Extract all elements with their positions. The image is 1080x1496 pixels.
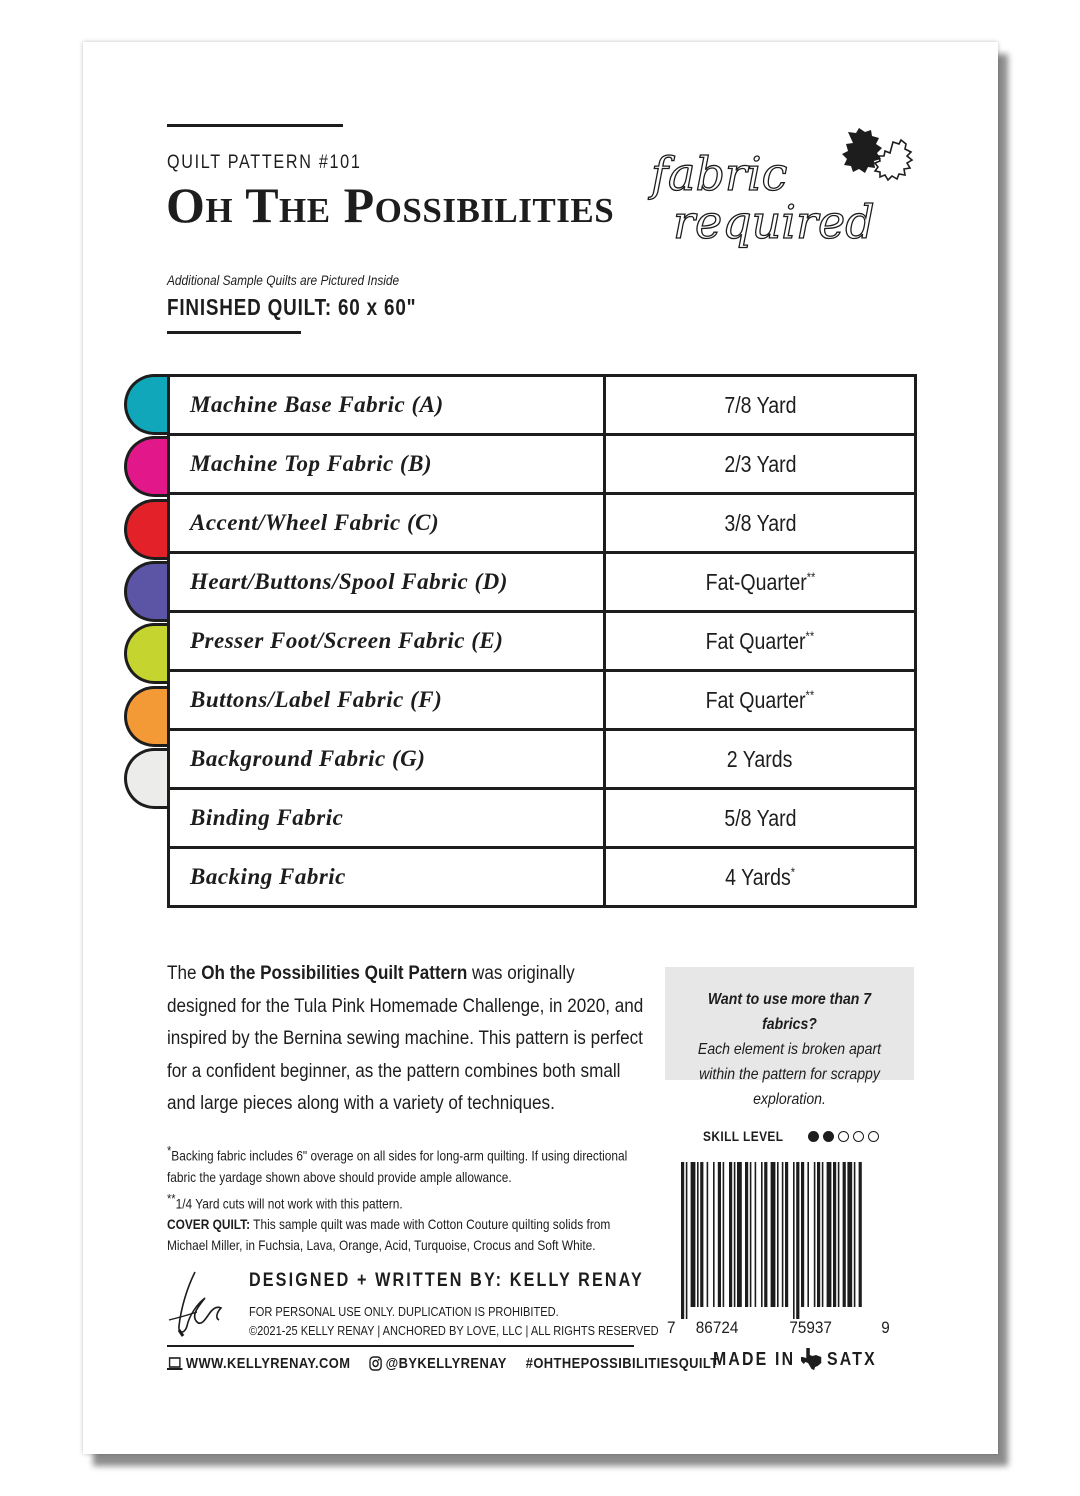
website-link[interactable]: WWW.KELLYRENAY.COM [185,1355,351,1372]
barcode-bar [807,1162,809,1307]
skill-dot [823,1131,834,1142]
cover-quilt-note: COVER QUILT: This sample quilt was made with Cotton Couture quilting solids from Michael Miller, in Fuchsia, Lava, Orange, Acid, Turquoise, Crocus and Soft White. [167,1216,611,1253]
table-row [169,730,916,789]
fabric-amount: 2 Yards [605,730,916,789]
table-row [169,789,916,848]
hashtag-link[interactable]: #OHTHEPOSSIBILITIESQUILT [525,1355,719,1372]
barcode-digit-group: 7 [667,1318,676,1337]
logo-text-fabric: fabric [651,147,788,201]
skill-level: SKILL LEVEL [703,1128,879,1144]
texas-icon [801,1348,822,1370]
barcode-bar [745,1162,748,1307]
skill-level-dots [808,1131,879,1142]
barcode-bar [737,1162,742,1307]
color-tab-g [124,748,168,809]
fabric-name: Buttons/Label Fabric (F) [169,671,605,730]
barcode-bar [817,1162,820,1307]
barcode-bar [777,1162,779,1307]
fabric-amount: Fat Quarter** [605,612,916,671]
barcode-digit-group: 75937 [789,1318,832,1337]
more-fabrics-callout [665,967,914,1108]
fabric-name: Background Fabric (G) [169,730,605,789]
table-row [169,376,916,435]
callout-text: Each element is broken apart within the pattern for scrappy exploration. [697,1041,882,1108]
barcode-bar [734,1162,736,1307]
barcode-bar [713,1162,715,1307]
color-tab-b [124,436,168,497]
fabric-amount: Fat-Quarter** [605,553,916,612]
fabric-swatch-outline-icon [875,140,912,180]
finished-quilt-size: FINISHED QUILT: 60 x 60" [167,294,417,320]
barcode-bar [718,1162,721,1307]
barcode-bar [785,1162,788,1307]
barcode-bar [827,1162,832,1307]
barcode-bar [822,1162,824,1307]
kr-signature-icon [167,1268,229,1340]
barcode-bar [723,1162,725,1307]
logo-text-required: required [673,195,875,249]
pattern-back-cover [83,42,998,1454]
instagram-link[interactable]: @BYKELLYRENAY [385,1355,507,1372]
barcode-bar [838,1162,840,1307]
barcode-bar [859,1162,862,1307]
pattern-title: Oh The Possibilities [166,177,615,233]
fabric-requirements-table [167,374,917,908]
barcode-bar [833,1162,836,1307]
quarter-yard-footnote: **1/4 Yard cuts will not work with this pattern. [167,1190,403,1212]
pattern-name: Oh the Possibilities Quilt Pattern [201,963,468,984]
table-row [169,612,916,671]
barcode-bar [847,1162,852,1307]
sample-quilts-note: Additional Sample Quilts are Pictured Inside [167,272,400,288]
barcode-bar [814,1162,816,1307]
subtitle-rule [167,331,301,334]
barcode-bar [750,1162,752,1307]
callout-question: Want to use more than 7 fabrics? [707,991,872,1033]
fabric-amount: 2/3 Yard [605,435,916,494]
barcode-bar [691,1162,696,1307]
fabric-amount: 5/8 Yard [605,789,916,848]
barcode-bar [843,1162,846,1307]
pattern-number: QUILT PATTERN #101 [167,152,362,173]
barcode-bar [793,1162,795,1319]
barcode-bar [707,1162,709,1307]
fabric-amount: 4 Yards* [605,848,916,907]
table-row [169,553,916,612]
barcode-bar [697,1162,699,1307]
barcode-bar [681,1162,684,1319]
backing-footnote: *Backing fabric includes 6" overage on all sides for long-arm quilting. If using directional fabric the yardage shown above should provide ample allowance. [167,1143,628,1185]
barcode-bar [854,1162,856,1307]
skill-dot [853,1131,864,1142]
barcode [681,1162,911,1319]
table-row [169,494,916,553]
fabric-name: Machine Base Fabric (A) [169,376,605,435]
skill-dot [808,1131,819,1142]
fabric-amount: 7/8 Yard [605,376,916,435]
fabric-name: Backing Fabric [169,848,605,907]
fabric-name: Heart/Buttons/Spool Fabric (D) [169,553,605,612]
top-rule [167,124,343,127]
fabric-swatch-icon [842,128,882,173]
table-row [169,671,916,730]
barcode-bar [771,1162,776,1307]
barcode-bar [729,1162,732,1307]
fabric-name: Accent/Wheel Fabric (C) [169,494,605,553]
color-tab-a [124,374,168,435]
footnotes [167,1140,643,1214]
fabric-name: Binding Fabric [169,789,605,848]
footer-links [167,1355,719,1372]
barcode-digit-group: 86724 [695,1318,739,1337]
fabric-name: Machine Top Fabric (B) [169,435,605,494]
made-in-satx: MADE IN SATX [713,1348,877,1369]
laptop-icon [167,1357,182,1371]
barcode-bar [700,1162,703,1307]
footer-rule [167,1345,634,1347]
barcode-bar [761,1162,763,1307]
barcode-bar [796,1162,799,1319]
skill-dot [838,1131,849,1142]
fabric-amount: Fat Quarter** [605,671,916,730]
color-tab-d [124,561,168,622]
fabric-name: Presser Foot/Screen Fabric (E) [169,612,605,671]
instagram-icon [369,1356,382,1371]
color-tab-e [124,623,168,684]
fabric-amount: 3/8 Yard [605,494,916,553]
designed-by: DESIGNED + WRITTEN BY: KELLY RENAY [249,1270,644,1291]
fabric-required-logo [643,120,923,260]
table-row [169,435,916,494]
barcode-bar [764,1162,767,1307]
table-row [169,848,916,907]
barcode-digit-group: 9 [881,1318,890,1337]
color-tab-c [124,499,168,560]
barcode-bar [801,1162,804,1307]
barcode-bar [782,1162,784,1307]
color-tab-f [124,686,168,747]
pattern-description: The Oh the Possibilities Quilt Pattern was originally designed for the Tula Pink Homemade Challenge, in 2020, and inspired by the Bernina sewing machine. This pattern is perfect for a confident beginner, as the pattern combines both small and large pieces along with a variety of techniques. [167,963,644,1114]
usage-notice: FOR PERSONAL USE ONLY. DUPLICATION IS PROHIBITED. ©2021-25 KELLY RENAY | ANCHORED BY LOVE, LLC | ALL RIGHTS RESERVED [249,1304,659,1338]
barcode-bar [755,1162,757,1307]
skill-dot [868,1131,879,1142]
barcode-bar [686,1162,688,1319]
